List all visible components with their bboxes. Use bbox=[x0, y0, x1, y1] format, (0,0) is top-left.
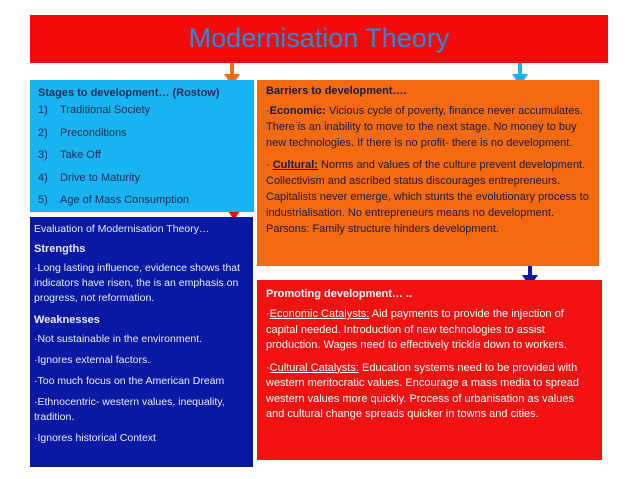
promoting-heading: Promoting development… .. bbox=[266, 288, 413, 300]
list-item: 5) Age of Mass Consumption bbox=[38, 194, 190, 206]
list-item: 3) Take Off bbox=[38, 149, 101, 161]
barriers-cultural-paragraph: · Cultural: Norms and values of the culture prevent development. Collectivism and ascribed status discourages entrepreneurs. Capitalists never emerge, which stunts the evolutionary process to industrialisation. No entrepreneurs means no development. Parsons: Family structure hinders development. bbox=[266, 159, 589, 235]
economic-lead: Economic: bbox=[269, 105, 326, 117]
title-bar bbox=[30, 15, 608, 63]
promoting-panel bbox=[257, 280, 602, 460]
weakness-item: ·Ethnocentric- western values, inequality, tradition. bbox=[34, 396, 225, 423]
strength-item: ·Long lasting influence, evidence shows that indicators have risen, the is an emphasis on progress, not reformation. bbox=[34, 262, 241, 304]
barriers-panel bbox=[257, 80, 599, 266]
stages-list bbox=[38, 99, 246, 212]
weakness-item: ·Ignores historical Context bbox=[34, 432, 156, 444]
evaluation-heading: Evaluation of Modernisation Theory… bbox=[34, 223, 210, 235]
page-title: Modernisation Theory bbox=[188, 23, 450, 53]
list-item: 2) Preconditions bbox=[38, 126, 127, 139]
weakness-item: ·Too much focus on the American Dream bbox=[34, 375, 225, 387]
barriers-economic-paragraph: ·Economic: Vicious cycle of poverty, finance never accumulates. There is an inability to move to the next stage. No money to buy new technologies. If there is no profit- there is no development. bbox=[266, 105, 583, 149]
stages-heading: Stages to development… (Rostow) bbox=[38, 87, 220, 99]
evaluation-panel bbox=[30, 217, 253, 467]
strengths-label: Strengths bbox=[34, 243, 86, 255]
barriers-heading: Barriers to development…. bbox=[266, 85, 407, 97]
stages-panel bbox=[30, 80, 254, 212]
list-item: 4) Drive to Maturity bbox=[38, 171, 141, 184]
cultural-catalysts-lead: Cultural Catalysts: bbox=[269, 361, 359, 374]
list-item: 1) Traditional Society bbox=[38, 104, 151, 116]
weakness-item: ·Ignores external factors. bbox=[34, 354, 151, 366]
weaknesses-label: Weaknesses bbox=[34, 314, 100, 326]
economic-catalysts-lead: Economic Catalysts: bbox=[269, 308, 370, 320]
promoting-economic-paragraph: ·Economic Catalysts: Aid payments to provide the injection of capital needed. Introduction of new technologies to assist production. Wages need to effectively trickle down to workers. bbox=[266, 308, 567, 351]
promoting-cultural-paragraph: ·Cultural Catalysts: Education systems need to be provided with western meritocratic values. Encourage a mass media to spread western values more quickly. Process of urbanisation as values and cultural change spreads quicker in towns and cities. bbox=[266, 361, 580, 420]
cultural-lead: Cultural: bbox=[272, 159, 318, 171]
weakness-item: ·Not sustainable in the environment. bbox=[34, 333, 203, 345]
